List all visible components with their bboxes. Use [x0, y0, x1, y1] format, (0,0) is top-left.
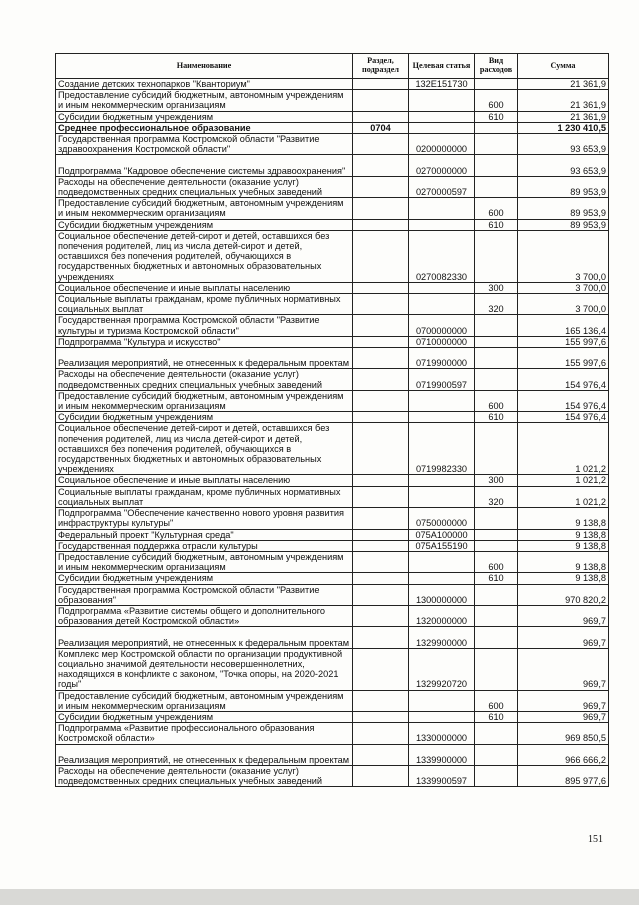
table-row	[56, 111, 609, 122]
cell-section	[353, 711, 409, 722]
cell-name: Реализация мероприятий, не отнесенных к федеральным проектам	[56, 744, 353, 765]
cell-name: Субсидии бюджетным учреждениям	[56, 711, 353, 722]
cell-sum: 969,7	[518, 605, 609, 626]
table-row	[56, 282, 609, 293]
cell-target	[409, 90, 475, 111]
cell-sum: 969,7	[518, 648, 609, 690]
cell-name: Социальное обеспечение детей-сирот и детей, оставшихся без попечения родителей, лиц из числа детей-сирот и детей, оставшихся без попечения родителей, обучающихся в государственных бюджетных и автономных образовательных учреждениях	[56, 423, 353, 475]
cell-expense	[475, 648, 518, 690]
cell-target	[409, 198, 475, 219]
cell-sum: 3 700,0	[518, 294, 609, 315]
cell-target	[409, 219, 475, 230]
cell-target: 0700000000	[409, 315, 475, 336]
cell-target	[409, 294, 475, 315]
cell-section	[353, 627, 409, 648]
cell-section	[353, 155, 409, 176]
cell-sum: 21 361,9	[518, 90, 609, 111]
cell-section	[353, 765, 409, 786]
cell-section	[353, 475, 409, 486]
cell-name: Подпрограмма «Развитие профессионального образования Костромской области»	[56, 723, 353, 744]
cell-expense	[475, 723, 518, 744]
table-row	[56, 711, 609, 722]
cell-expense: 610	[475, 412, 518, 423]
cell-section	[353, 390, 409, 411]
cell-name: Государственная программа Костромской области "Развитие образования"	[56, 584, 353, 605]
cell-expense: 600	[475, 551, 518, 572]
cell-section	[353, 723, 409, 744]
table-row	[56, 573, 609, 584]
cell-sum: 9 138,8	[518, 540, 609, 551]
table-row	[56, 219, 609, 230]
cell-name: Социальные выплаты гражданам, кроме публичных нормативных социальных выплат	[56, 486, 353, 507]
cell-expense	[475, 529, 518, 540]
table-body	[56, 79, 609, 787]
cell-target: 1330000000	[409, 723, 475, 744]
cell-target: 0719900000	[409, 348, 475, 369]
cell-expense: 600	[475, 390, 518, 411]
cell-expense	[475, 584, 518, 605]
cell-section	[353, 423, 409, 475]
cell-expense	[475, 230, 518, 282]
cell-name: Социальное обеспечение и иные выплаты населению	[56, 475, 353, 486]
table-row	[56, 90, 609, 111]
cell-expense	[475, 605, 518, 626]
cell-section	[353, 412, 409, 423]
table-row	[56, 390, 609, 411]
cell-section: 0704	[353, 122, 409, 133]
cell-name: Субсидии бюджетным учреждениям	[56, 412, 353, 423]
cell-name: Субсидии бюджетным учреждениям	[56, 111, 353, 122]
header-name: Наименование	[56, 54, 353, 79]
cell-name: Подпрограмма «Развитие системы общего и дополнительного образования детей Костромской области»	[56, 605, 353, 626]
cell-section	[353, 529, 409, 540]
cell-name: Социальные выплаты гражданам, кроме публичных нормативных социальных выплат	[56, 294, 353, 315]
header-section: Раздел, подраздел	[353, 54, 409, 79]
cell-target: 0200000000	[409, 134, 475, 155]
table-row	[56, 529, 609, 540]
cell-sum: 9 138,8	[518, 551, 609, 572]
table-row	[56, 134, 609, 155]
table-row	[56, 315, 609, 336]
cell-expense	[475, 176, 518, 197]
cell-sum: 89 953,9	[518, 176, 609, 197]
table-row	[56, 690, 609, 711]
cell-name: Комплекс мер Костромской области по организации продуктивной социально значимой деятельности несовершеннолетних, находящихся в конфликте с законом, "Точка опоры, на 2020-2021 годы"	[56, 648, 353, 690]
cell-section	[353, 369, 409, 390]
cell-name: Расходы на обеспечение деятельности (оказание услуг) подведомственных средних специальных учебных заведений	[56, 176, 353, 197]
cell-section	[353, 294, 409, 315]
cell-expense: 300	[475, 475, 518, 486]
cell-section	[353, 90, 409, 111]
cell-name: Расходы на обеспечение деятельности (оказание услуг) подведомственных средних специальных учебных заведений	[56, 765, 353, 786]
cell-target	[409, 122, 475, 133]
cell-target	[409, 690, 475, 711]
cell-target: 0719900597	[409, 369, 475, 390]
cell-expense: 320	[475, 294, 518, 315]
cell-section	[353, 219, 409, 230]
cell-sum: 3 700,0	[518, 230, 609, 282]
budget-table	[55, 53, 609, 787]
table-row	[56, 540, 609, 551]
cell-section	[353, 573, 409, 584]
cell-name: Социальное обеспечение и иные выплаты населению	[56, 282, 353, 293]
cell-sum: 3 700,0	[518, 282, 609, 293]
cell-target: 1300000000	[409, 584, 475, 605]
cell-target: 0750000000	[409, 508, 475, 529]
cell-name: Государственная программа Костромской области "Развитие здравоохранения Костромской области"	[56, 134, 353, 155]
table-row	[56, 744, 609, 765]
cell-target: 1329900000	[409, 627, 475, 648]
cell-target: 0710000000	[409, 336, 475, 347]
cell-name: Подпрограмма "Кадровое обеспечение системы здравоохранения"	[56, 155, 353, 176]
cell-target	[409, 412, 475, 423]
cell-sum: 969,7	[518, 711, 609, 722]
table-row	[56, 723, 609, 744]
cell-expense: 610	[475, 711, 518, 722]
cell-name: Реализация мероприятий, не отнесенных к федеральным проектам	[56, 627, 353, 648]
table-row	[56, 648, 609, 690]
cell-sum: 1 021,2	[518, 423, 609, 475]
cell-target: 1320000000	[409, 605, 475, 626]
cell-target	[409, 551, 475, 572]
cell-name: Предоставление субсидий бюджетным, автономным учреждениям и иным некоммерческим организациям	[56, 551, 353, 572]
cell-expense: 610	[475, 573, 518, 584]
scan-bottom-strip	[0, 889, 639, 905]
cell-expense	[475, 540, 518, 551]
table-row	[56, 551, 609, 572]
table-row	[56, 348, 609, 369]
header-target: Целевая статья	[409, 54, 475, 79]
cell-target	[409, 282, 475, 293]
cell-expense	[475, 155, 518, 176]
cell-sum: 969 850,5	[518, 723, 609, 744]
cell-expense	[475, 508, 518, 529]
cell-target: 1339900000	[409, 744, 475, 765]
cell-section	[353, 584, 409, 605]
cell-sum: 1 021,2	[518, 486, 609, 507]
table-row	[56, 176, 609, 197]
header-sum: Сумма	[518, 54, 609, 79]
cell-expense	[475, 336, 518, 347]
cell-name: Предоставление субсидий бюджетным, автономным учреждениям и иным некоммерческим организациям	[56, 390, 353, 411]
cell-name: Предоставление субсидий бюджетным, автономным учреждениям и иным некоммерческим организациям	[56, 198, 353, 219]
cell-section	[353, 486, 409, 507]
cell-sum: 21 361,9	[518, 111, 609, 122]
cell-name: Государственная поддержка отрасли культуры	[56, 540, 353, 551]
cell-expense	[475, 348, 518, 369]
cell-section	[353, 551, 409, 572]
cell-target: 132E151730	[409, 79, 475, 90]
cell-name: Создание детских технопарков "Кванториум"	[56, 79, 353, 90]
table-row	[56, 486, 609, 507]
cell-target	[409, 486, 475, 507]
cell-expense	[475, 627, 518, 648]
cell-sum: 93 653,9	[518, 155, 609, 176]
cell-target: 0270000597	[409, 176, 475, 197]
cell-section	[353, 540, 409, 551]
table-header-row	[56, 54, 609, 79]
table-row	[56, 508, 609, 529]
header-expense: Вид расходов	[475, 54, 518, 79]
cell-sum: 155 997,6	[518, 336, 609, 347]
cell-expense	[475, 423, 518, 475]
cell-expense: 320	[475, 486, 518, 507]
table-row	[56, 336, 609, 347]
cell-expense	[475, 315, 518, 336]
cell-expense: 300	[475, 282, 518, 293]
table-row	[56, 198, 609, 219]
cell-section	[353, 348, 409, 369]
table-row	[56, 605, 609, 626]
table-row	[56, 765, 609, 786]
cell-sum: 9 138,8	[518, 508, 609, 529]
cell-expense: 610	[475, 111, 518, 122]
table-row	[56, 475, 609, 486]
cell-target: 075A100000	[409, 529, 475, 540]
cell-name: Социальное обеспечение детей-сирот и детей, оставшихся без попечения родителей, лиц из числа детей-сирот и детей, оставшихся без попечения родителей, обучающихся в государственных бюджетных и автономных образовательных учреждениях	[56, 230, 353, 282]
cell-sum: 970 820,2	[518, 584, 609, 605]
cell-expense: 610	[475, 219, 518, 230]
cell-name: Предоставление субсидий бюджетным, автономным учреждениям и иным некоммерческим организациям	[56, 690, 353, 711]
cell-target: 1329920720	[409, 648, 475, 690]
cell-sum: 154 976,4	[518, 369, 609, 390]
cell-target	[409, 711, 475, 722]
cell-target	[409, 111, 475, 122]
cell-name: Подпрограмма "Культура и искусство"	[56, 336, 353, 347]
cell-sum: 895 977,6	[518, 765, 609, 786]
table-row	[56, 423, 609, 475]
cell-sum: 969,7	[518, 627, 609, 648]
table-row	[56, 230, 609, 282]
table-row	[56, 627, 609, 648]
cell-target	[409, 573, 475, 584]
cell-target: 0270000000	[409, 155, 475, 176]
cell-section	[353, 79, 409, 90]
cell-sum: 89 953,9	[518, 198, 609, 219]
cell-name: Федеральный проект "Культурная среда"	[56, 529, 353, 540]
table-row	[56, 412, 609, 423]
cell-name: Государственная программа Костромской области "Развитие культуры и туризма Костромской области"	[56, 315, 353, 336]
table-row	[56, 294, 609, 315]
cell-section	[353, 315, 409, 336]
cell-sum: 165 136,4	[518, 315, 609, 336]
cell-expense: 600	[475, 690, 518, 711]
cell-sum: 154 976,4	[518, 390, 609, 411]
cell-expense	[475, 765, 518, 786]
table-row	[56, 369, 609, 390]
table-row	[56, 155, 609, 176]
cell-sum: 966 666,2	[518, 744, 609, 765]
cell-section	[353, 744, 409, 765]
cell-section	[353, 336, 409, 347]
cell-name: Подпрограмма "Обеспечение качественно нового уровня развития инфраструктуры культуры"	[56, 508, 353, 529]
table-row	[56, 79, 609, 90]
cell-section	[353, 134, 409, 155]
cell-name: Предоставление субсидий бюджетным, автономным учреждениям и иным некоммерческим организациям	[56, 90, 353, 111]
cell-section	[353, 176, 409, 197]
cell-sum: 93 653,9	[518, 134, 609, 155]
cell-sum: 1 021,2	[518, 475, 609, 486]
cell-target	[409, 390, 475, 411]
cell-expense	[475, 369, 518, 390]
cell-target: 1339900597	[409, 765, 475, 786]
cell-section	[353, 648, 409, 690]
cell-section	[353, 605, 409, 626]
cell-sum: 21 361,9	[518, 79, 609, 90]
cell-expense	[475, 134, 518, 155]
cell-sum: 1 230 410,5	[518, 122, 609, 133]
cell-target: 0270082330	[409, 230, 475, 282]
cell-expense	[475, 79, 518, 90]
page-number: 151	[588, 834, 603, 845]
cell-sum: 89 953,9	[518, 219, 609, 230]
cell-section	[353, 508, 409, 529]
cell-expense: 600	[475, 90, 518, 111]
cell-sum: 155 997,6	[518, 348, 609, 369]
cell-sum: 969,7	[518, 690, 609, 711]
cell-sum: 9 138,8	[518, 529, 609, 540]
cell-name: Реализация мероприятий, не отнесенных к федеральным проектам	[56, 348, 353, 369]
cell-target: 075A155190	[409, 540, 475, 551]
cell-expense: 600	[475, 198, 518, 219]
cell-name: Субсидии бюджетным учреждениям	[56, 219, 353, 230]
cell-expense	[475, 744, 518, 765]
cell-sum: 154 976,4	[518, 412, 609, 423]
cell-section	[353, 282, 409, 293]
cell-target: 0719982330	[409, 423, 475, 475]
table-row	[56, 584, 609, 605]
cell-sum: 9 138,8	[518, 573, 609, 584]
cell-name: Субсидии бюджетным учреждениям	[56, 573, 353, 584]
cell-section	[353, 230, 409, 282]
table-row	[56, 122, 609, 133]
cell-section	[353, 690, 409, 711]
cell-name: Среднее профессиональное образование	[56, 122, 353, 133]
cell-name: Расходы на обеспечение деятельности (оказание услуг) подведомственных средних специальных учебных заведений	[56, 369, 353, 390]
cell-section	[353, 111, 409, 122]
cell-expense	[475, 122, 518, 133]
cell-target	[409, 475, 475, 486]
cell-section	[353, 198, 409, 219]
